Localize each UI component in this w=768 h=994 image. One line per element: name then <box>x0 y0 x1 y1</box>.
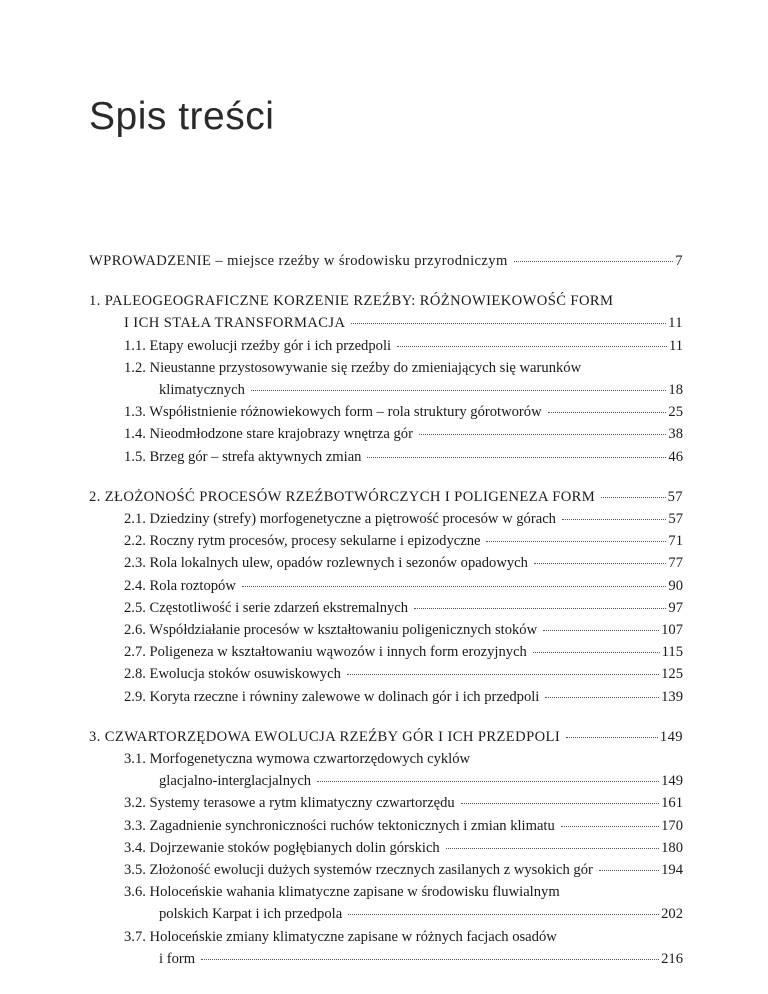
entry-title: 2.3. Rola lokalnych ulew, opadów rozlewnych i sezonów opadowych <box>124 555 528 572</box>
dot-leader <box>533 651 660 653</box>
chapter-title-cont: I ICH STAŁA TRANSFORMACJA <box>124 315 346 332</box>
entry-title-cont: i form <box>159 950 196 967</box>
toc-chapter-2 <box>89 486 683 708</box>
dot-leader <box>446 847 659 849</box>
toc-entry[interactable] <box>89 837 683 859</box>
page-number: 71 <box>668 533 683 550</box>
page-number: 161 <box>661 795 683 812</box>
entry-title-cont: glacjalno-interglacjalnych <box>159 773 312 790</box>
entry-title: 2.9. Koryta rzeczne i równiny zalewowe w dolinach gór i ich przedpoli <box>124 688 540 705</box>
dot-leader <box>486 540 666 542</box>
dot-leader <box>201 958 659 960</box>
dot-leader <box>461 802 659 804</box>
dot-leader <box>534 562 666 564</box>
entry-title: 2.4. Rola roztopów <box>124 577 236 594</box>
page-number: 46 <box>668 448 683 465</box>
toc-chapter-3 <box>89 726 683 970</box>
dot-leader <box>561 825 659 827</box>
toc-entry[interactable] <box>89 859 683 881</box>
toc-entry[interactable] <box>89 335 683 357</box>
toc-entry[interactable] <box>89 948 683 970</box>
page-number: 216 <box>661 950 683 967</box>
entry-title-cont: polskich Karpat i ich przedpola <box>159 906 343 923</box>
entry-title: 3.5. Złożoność ewolucji dużych systemów rzecznych zasilanych z wysokich gór <box>124 862 593 879</box>
page-number: 149 <box>659 728 683 745</box>
entry-title: 1.3. Współistnienie różnowiekowych form – rola struktury górotworów <box>124 404 542 421</box>
dot-leader <box>419 433 666 435</box>
toc-entry[interactable] <box>89 619 683 641</box>
dot-leader <box>414 607 666 609</box>
toc-entry[interactable] <box>89 552 683 574</box>
entry-title: 2.7. Poligeneza w kształtowaniu wąwozów i innych form erozyjnych <box>124 644 527 661</box>
dot-leader <box>367 456 666 458</box>
page-number: 180 <box>661 839 683 856</box>
page-number: 7 <box>675 253 683 269</box>
dot-leader <box>514 260 674 262</box>
page-number: 77 <box>668 555 683 572</box>
page-number: 11 <box>668 337 683 354</box>
page-number: 202 <box>661 906 683 923</box>
toc-entry[interactable] <box>89 815 683 837</box>
toc-entry[interactable] <box>89 446 683 468</box>
toc-chapter-1 <box>89 290 683 468</box>
chapter-title: 3. CZWARTORZĘDOWA EWOLUCJA RZEŹBY GÓR I ICH PRZEDPOLI <box>89 728 561 745</box>
toc-entry[interactable] <box>89 641 683 663</box>
page-number: 38 <box>668 426 683 443</box>
toc-intro <box>89 250 683 272</box>
page-number: 57 <box>667 488 683 505</box>
toc-entry[interactable] <box>89 250 683 272</box>
entry-title[interactable]: 3.1. Morfogenetyczna wymowa czwartorzędowych cyklów <box>124 751 471 768</box>
page-number: 107 <box>661 622 683 639</box>
entry-title: 1.1. Etapy ewolucji rzeźby gór i ich przedpoli <box>124 337 392 354</box>
toc-entry[interactable] <box>89 903 683 925</box>
entry-title-cont: klimatycznych <box>159 382 245 399</box>
page-number: 125 <box>661 666 683 683</box>
toc-entry[interactable] <box>89 686 683 708</box>
entry-title: 3.3. Zagadnienie synchroniczności ruchów tektonicznych i zmian klimatu <box>124 817 555 834</box>
page-number: 90 <box>668 577 683 594</box>
dot-leader <box>397 345 667 347</box>
entry-title: 2.2. Roczny rytm procesów, procesy sekularne i epizodyczne <box>124 533 481 550</box>
entry-title[interactable]: 3.6. Holoceńskie wahania klimatyczne zapisane w środowisku fluwialnym <box>124 884 560 901</box>
page-number: 194 <box>661 862 683 879</box>
dot-leader <box>548 411 667 413</box>
page-number: 115 <box>661 644 683 661</box>
toc-entry[interactable] <box>89 401 683 423</box>
toc-entry[interactable] <box>89 770 683 792</box>
toc-entry[interactable] <box>89 663 683 685</box>
toc-entry[interactable] <box>89 312 683 334</box>
dot-leader <box>317 780 659 782</box>
toc-entry[interactable] <box>89 423 683 445</box>
page-title: Spis treści <box>89 95 275 138</box>
toc-entry[interactable] <box>89 508 683 530</box>
chapter-title[interactable]: 1. PALEOGEOGRAFICZNE KORZENIE RZEŹBY: RÓŻNOWIEKOWOŚĆ FORM <box>89 293 614 310</box>
dot-leader <box>545 696 659 698</box>
entry-title: 2.8. Ewolucja stoków osuwiskowych <box>124 666 341 683</box>
entry-title: WPROWADZENIE – miejsce rzeźby w środowisku przyrodniczym <box>89 253 508 269</box>
entry-title[interactable]: 1.2. Nieustanne przystosowywanie się rzeźby do zmieniających się warunków <box>124 359 582 376</box>
entry-title: 3.2. Systemy terasowe a rytm klimatyczny czwartorzędu <box>124 795 455 812</box>
toc-entry[interactable] <box>89 575 683 597</box>
chapter-title: 2. ZŁOŻONOŚĆ PROCESÓW RZEŹBOTWÓRCZYCH I POLIGENEZA FORM <box>89 488 596 505</box>
dot-leader <box>601 496 665 498</box>
dot-leader <box>351 322 666 324</box>
dot-leader <box>566 736 658 738</box>
page-number: 97 <box>668 599 683 616</box>
page-number: 57 <box>668 511 683 528</box>
page-number: 25 <box>668 404 683 421</box>
page-number: 18 <box>668 382 683 399</box>
entry-title: 1.5. Brzeg gór – strefa aktywnych zmian <box>124 448 362 465</box>
page-number: 149 <box>661 773 683 790</box>
entry-title: 1.4. Nieodmłodzone stare krajobrazy wnętrza gór <box>124 426 413 443</box>
dot-leader <box>348 913 659 915</box>
page-number: 170 <box>661 817 683 834</box>
entry-title: 2.6. Współdziałanie procesów w kształtowaniu poligenicznych stoków <box>124 622 538 639</box>
table-of-contents <box>89 250 683 988</box>
page-number: 11 <box>668 315 683 332</box>
toc-entry[interactable] <box>89 379 683 401</box>
toc-entry[interactable] <box>89 792 683 814</box>
entry-title: 2.1. Dziedziny (strefy) morfogenetyczne a piętrowość procesów w górach <box>124 511 556 528</box>
dot-leader <box>599 869 659 871</box>
page-number: 139 <box>661 688 683 705</box>
entry-title[interactable]: 3.7. Holoceńskie zmiany klimatyczne zapisane w różnych facjach osadów <box>124 928 557 945</box>
entry-title: 3.4. Dojrzewanie stoków pogłębianych dolin górskich <box>124 839 440 856</box>
toc-entry[interactable] <box>89 486 683 508</box>
dot-leader <box>242 585 667 587</box>
entry-title: 2.5. Częstotliwość i serie zdarzeń ekstremalnych <box>124 599 409 616</box>
dot-leader <box>543 629 659 631</box>
dot-leader <box>251 389 666 391</box>
toc-entry[interactable] <box>89 726 683 748</box>
dot-leader <box>347 673 659 675</box>
toc-entry[interactable] <box>89 597 683 619</box>
toc-entry[interactable] <box>89 530 683 552</box>
dot-leader <box>562 518 666 520</box>
